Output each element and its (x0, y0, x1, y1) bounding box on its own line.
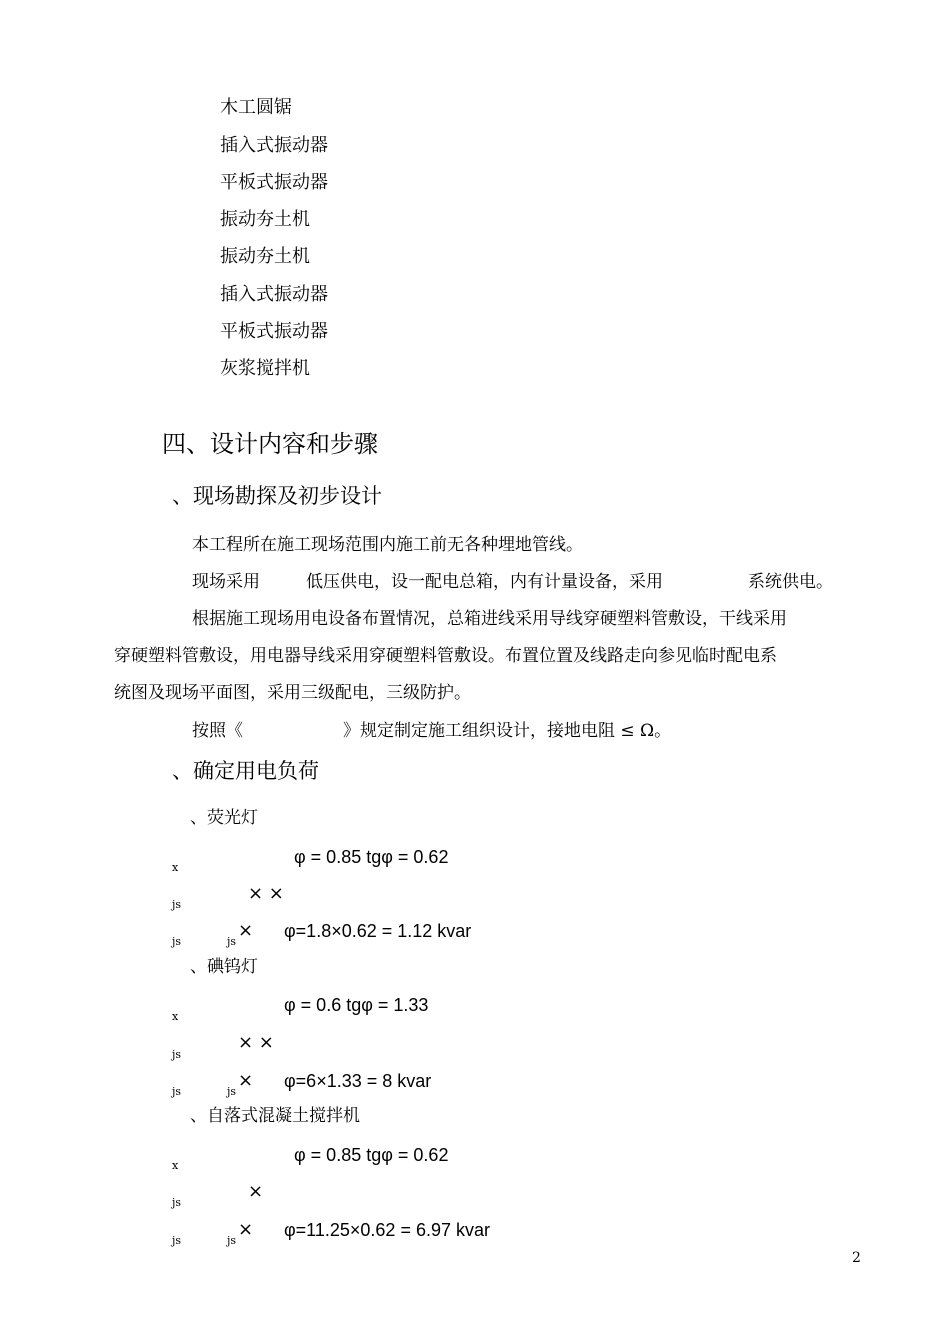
subscript-label: js (172, 1048, 182, 1061)
formula-times: × × (248, 883, 284, 904)
equipment-item: 振动夯土机 (220, 246, 310, 267)
formula: φ=6×1.33 = 8 kvar (284, 1071, 432, 1091)
formula: φ=11.25×0.62 = 6.97 kvar (284, 1220, 490, 1240)
formula: φ = 0.85 tgφ = 0.62 (294, 847, 449, 867)
paragraph-line: 穿硬塑料管敷设，用电器导线采用穿硬塑料管敷设。布置位置及线路走向参见临时配电系 (114, 646, 777, 666)
paragraph-line: 统图及现场平面图，采用三级配电，三级防护。 (114, 683, 471, 703)
load-title: 、自落式混凝土搅拌机 (190, 1106, 360, 1126)
paragraph-part: 低压供电，设一配电总箱，内有计量设备，采用 (306, 572, 663, 592)
paragraph: 本工程所在施工现场范围内施工前无各种埋地管线。 (192, 535, 583, 555)
paragraph-line: 根据施工现场用电设备布置情况，总箱进线采用导线穿硬塑料管敷设，干线采用 (192, 609, 787, 629)
subsection-title: 、确定用电负荷 (172, 759, 319, 783)
subscript-label: x (172, 1159, 179, 1172)
equipment-item: 插入式振动器 (220, 135, 328, 156)
subscript-label: js (227, 935, 237, 948)
equipment-item: 平板式振动器 (220, 172, 328, 193)
load-title: 、荧光灯 (190, 808, 258, 828)
equipment-item: 木工圆锯 (220, 97, 292, 118)
subscript-label: js (172, 1196, 182, 1209)
paragraph-part: 》规定制定施工组织设计，接地电阻 ≤ Ω。 (343, 721, 672, 741)
equipment-item: 振动夯土机 (220, 209, 310, 230)
subscript-label: x (172, 861, 179, 874)
paragraph-part: 系统供电。 (748, 572, 833, 592)
formula: φ = 0.85 tgφ = 0.62 (294, 1145, 449, 1165)
section-title: 四、设计内容和步骤 (162, 430, 378, 458)
equipment-item: 灰浆搅拌机 (220, 358, 310, 379)
formula-times: × (248, 1181, 264, 1202)
formula-times: × (238, 920, 254, 941)
subscript-label: js (172, 898, 182, 911)
formula: φ=1.8×0.62 = 1.12 kvar (284, 921, 472, 941)
formula: φ = 0.6 tgφ = 1.33 (284, 995, 429, 1015)
paragraph-part: 按照《 (192, 721, 243, 741)
formula-times: × (238, 1219, 254, 1240)
subscript-label: js (227, 1085, 237, 1098)
formula-times: × (238, 1070, 254, 1091)
load-title: 、碘钨灯 (190, 957, 258, 977)
equipment-item: 插入式振动器 (220, 284, 328, 305)
subscript-label: js (172, 935, 182, 948)
formula-times: × × (238, 1032, 274, 1053)
subsection-title: 、现场勘探及初步设计 (172, 484, 382, 508)
page-number: 2 (852, 1250, 861, 1266)
subscript-label: js (172, 1234, 182, 1247)
subscript-label: js (227, 1234, 237, 1247)
equipment-item: 平板式振动器 (220, 321, 328, 342)
paragraph-part: 现场采用 (192, 572, 260, 592)
subscript-label: x (172, 1010, 179, 1023)
subscript-label: js (172, 1085, 182, 1098)
